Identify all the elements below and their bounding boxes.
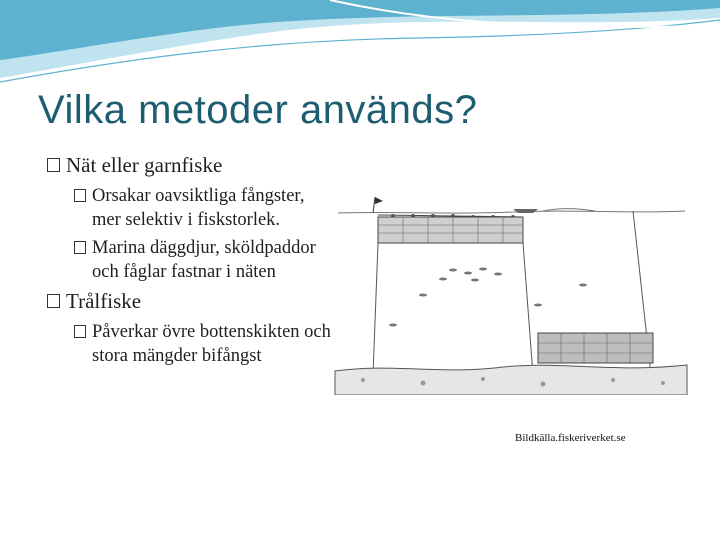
sub-bullet-text: Marina däggdjur, sköldpaddor och fåglar fastnar i näten xyxy=(92,238,316,282)
bullet-item-trawl xyxy=(47,288,337,314)
sub-bullet-item xyxy=(74,236,337,284)
slide-title: Vilka metoder används? xyxy=(38,88,478,132)
sub-bullet-text: Påverkar övre bottenskikten och stora mängder bifångst xyxy=(92,322,331,366)
gillnet-illustration xyxy=(333,175,689,395)
sub-bullet-text: Orsakar oavsiktliga fångster, mer selektiv i fiskstorlek. xyxy=(92,186,305,230)
bullet-text: Trålfiske xyxy=(66,289,142,313)
wave-header-decoration xyxy=(0,0,720,90)
bullet-item-gillnet xyxy=(47,152,337,178)
sub-bullet-item xyxy=(74,320,337,368)
checkbox-bullet-icon xyxy=(74,241,86,254)
checkbox-bullet-icon xyxy=(74,325,86,338)
checkbox-bullet-icon xyxy=(74,189,86,202)
checkbox-bullet-icon xyxy=(47,158,60,172)
image-credit: Bildkälla.fiskeriverket.se xyxy=(515,432,626,444)
sub-bullet-item xyxy=(74,184,337,232)
checkbox-bullet-icon xyxy=(47,294,60,308)
bullet-list xyxy=(47,152,337,372)
bullet-text: Nät eller garnfiske xyxy=(66,153,223,177)
